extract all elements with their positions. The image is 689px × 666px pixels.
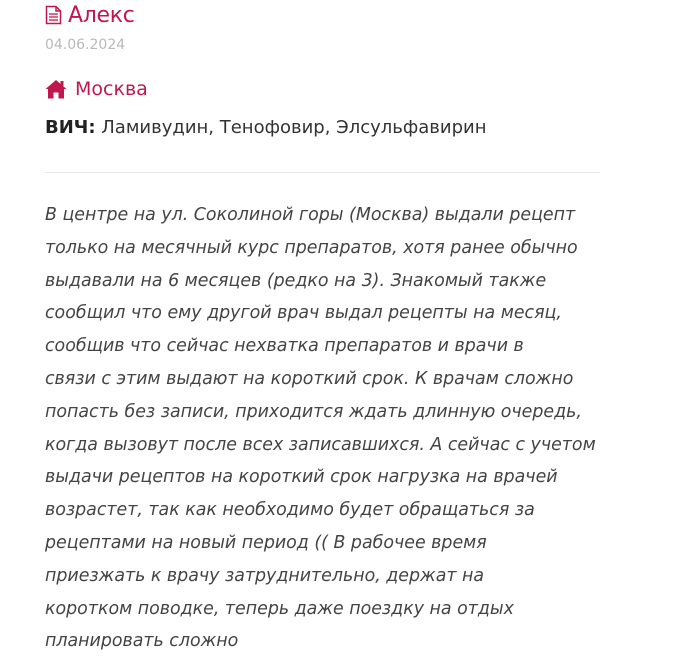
- author-row: [45, 0, 600, 30]
- comment-line: планировать сложно: [45, 631, 239, 652]
- comment-line: сообщив что сейчас нехватка препаратов и врачи в: [45, 336, 524, 357]
- drugs-list: Ламивудин, Тенофовир, Элсульфавирин: [101, 117, 487, 138]
- comment-line: выдачи рецептов на короткий срок нагрузка на врачей: [45, 467, 558, 488]
- document-icon: [45, 5, 62, 25]
- review-date: 04.06.2024: [45, 37, 126, 53]
- comment-line: связи с этим выдают на короткий срок. К врачам сложно: [45, 368, 574, 389]
- review-card: [45, 0, 600, 658]
- comment-line: приезжать к врачу затруднительно, держат на: [45, 565, 485, 586]
- comment-line: выдавали на 6 месяцев (редко на 3). Знакомый также: [45, 270, 547, 291]
- comment-line: только на месячный курс препаратов, хотя ранее обычно: [45, 237, 578, 258]
- comment-line: рецептами на новый период (( В рабочее время: [45, 532, 487, 553]
- city-name: Москва: [75, 78, 148, 100]
- home-icon: [45, 79, 67, 99]
- divider: [45, 172, 600, 173]
- comment-line: возрастет, так как необходимо будет обращаться за: [45, 500, 535, 521]
- city-row: [45, 76, 600, 102]
- comment-line: коротком поводке, теперь даже поездку на отдых: [45, 598, 514, 619]
- drugs-label: ВИЧ:: [45, 117, 96, 138]
- comment-line: сообщил что ему другой врач выдал рецепты на месяц,: [45, 303, 562, 324]
- review-comment: [45, 199, 605, 658]
- drugs-row: [45, 117, 600, 143]
- author-name: Алекс: [68, 2, 135, 28]
- comment-line: когда вызовут после всех записавшихся. А сейчас с учетом: [45, 434, 596, 455]
- comment-line: В центре на ул. Соколиной горы (Москва) выдали рецепт: [45, 205, 576, 225]
- comment-line: попасть без записи, приходится ждать длинную очередь,: [45, 401, 582, 422]
